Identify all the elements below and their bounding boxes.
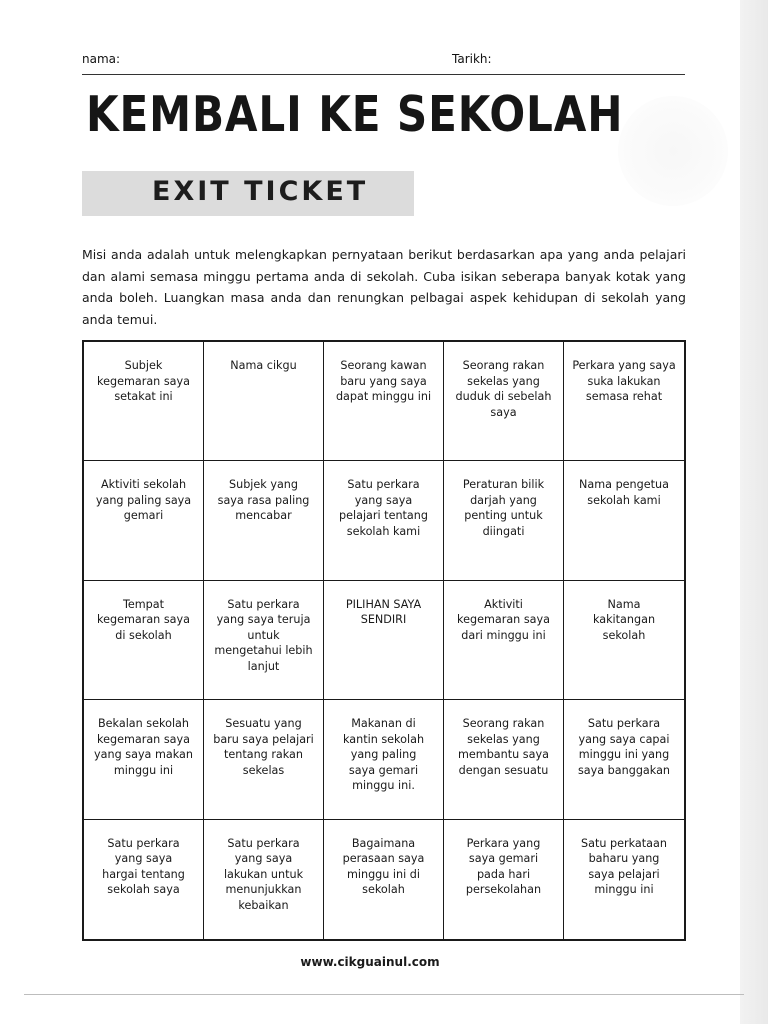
instructions-paragraph: Misi anda adalah untuk melengkapkan pernyataan berikut berdasarkan apa yang anda pelajari dan alami semasa minggu pertama anda di sekolah. Cuba isikan seberapa banyak kotak yang anda boleh. Luangkan masa anda dan renungkan pelbagai aspek kehidupan di sekolah yang anda temui. (82, 247, 686, 327)
grid-cell[interactable] (204, 342, 324, 461)
grid-cell[interactable] (324, 342, 444, 461)
exit-ticket-label: EXIT TICKET (152, 176, 369, 207)
grid-cell-prompt: PILIHAN SAYA SENDIRI (345, 597, 422, 627)
grid-cell-prompt: Seorang kawan baru yang saya dapat minggu ini (335, 359, 432, 403)
grid-cell-prompt: Seorang rakan sekelas yang duduk di sebelah saya (455, 359, 552, 419)
grid-cell-prompt: Peraturan bilik darjah yang penting untuk diingati (462, 478, 545, 538)
grid-cell-prompt: Bekalan sekolah kegemaran saya yang saya makan minggu ini (94, 717, 193, 777)
date-label: Tarikh: (452, 52, 492, 66)
grid-cell[interactable] (324, 820, 444, 939)
grid-cell[interactable] (444, 820, 564, 939)
grid-cell-prompt: Sesuatu yang baru saya pelajari tentang rakan sekelas (213, 717, 314, 777)
grid-cell[interactable] (444, 581, 564, 700)
grid-cell-prompt: Subjek kegemaran saya setakat ini (97, 359, 190, 403)
name-date-line (82, 50, 685, 75)
grid-cell[interactable] (564, 461, 684, 580)
grid-cell[interactable] (324, 461, 444, 580)
grid-cell[interactable] (564, 581, 684, 700)
grid-cell-prompt: Satu perkara yang saya capai minggu ini yang saya banggakan (577, 717, 671, 777)
grid-cell-prompt: Perkara yang saya suka lakukan semasa rehat (572, 359, 676, 403)
grid-cell[interactable] (84, 820, 204, 939)
faint-watermark-circle (618, 96, 728, 206)
page-title: KEMBALI KE SEKOLAH (86, 86, 624, 143)
grid-cell[interactable] (84, 700, 204, 819)
grid-cell[interactable] (324, 700, 444, 819)
grid-cell[interactable] (444, 461, 564, 580)
grid-cell-prompt: Satu perkara yang saya lakukan untuk menunjukkan kebaikan (223, 836, 304, 912)
grid-cell[interactable] (564, 342, 684, 461)
grid-cell[interactable] (324, 581, 444, 700)
grid-cell-prompt: Nama pengetua sekolah kami (579, 478, 669, 507)
grid-cell[interactable] (84, 342, 204, 461)
grid-cell-prompt: Satu perkataan baharu yang saya pelajari minggu ini (581, 836, 667, 897)
grid-cell[interactable] (204, 700, 324, 819)
grid-cell-prompt: Satu perkara yang saya pelajari tentang sekolah kami (339, 478, 428, 538)
scan-edge-shadow (740, 0, 768, 1024)
exit-ticket-banner (82, 171, 414, 216)
grid-cell-prompt: Satu perkara yang saya hargai tentang sekolah saya (102, 836, 185, 897)
grid-cell[interactable] (204, 581, 324, 700)
grid-cell-prompt: Makanan di kantin sekolah yang paling saya gemari minggu ini. (342, 717, 425, 793)
grid-cell-prompt: Satu perkara yang saya teruja untuk mengetahui lebih lanjut (214, 597, 313, 673)
name-label: nama: (82, 52, 121, 66)
grid-cell[interactable] (564, 700, 684, 819)
prompt-grid (82, 340, 686, 941)
page-bottom-divider (24, 994, 744, 995)
grid-cell-prompt: Nama kakitangan sekolah (592, 597, 656, 642)
grid-cell-prompt: Perkara yang saya gemari pada hari persekolahan (465, 836, 542, 897)
grid-cell-prompt: Seorang rakan sekelas yang membantu saya dengan sesuatu (458, 717, 549, 777)
grid-cell[interactable] (204, 820, 324, 939)
grid-cell[interactable] (444, 700, 564, 819)
grid-cell[interactable] (84, 461, 204, 580)
grid-cell-prompt: Aktiviti sekolah yang paling saya gemari (95, 478, 192, 523)
grid-cell[interactable] (84, 581, 204, 700)
grid-cell[interactable] (444, 342, 564, 461)
grid-cell-prompt: Tempat kegemaran saya di sekolah (97, 597, 190, 642)
grid-cell-prompt: Nama cikgu (230, 359, 297, 372)
footer-website: www.cikguainul.com (300, 955, 440, 969)
grid-cell[interactable] (204, 461, 324, 580)
grid-cell-prompt: Aktiviti kegemaran saya dari minggu ini (457, 597, 550, 642)
grid-cell-prompt: Bagaimana perasaan saya minggu ini di sekolah (342, 836, 425, 897)
grid-cell-prompt: Subjek yang saya rasa paling mencabar (217, 478, 310, 523)
grid-cell[interactable] (564, 820, 684, 939)
